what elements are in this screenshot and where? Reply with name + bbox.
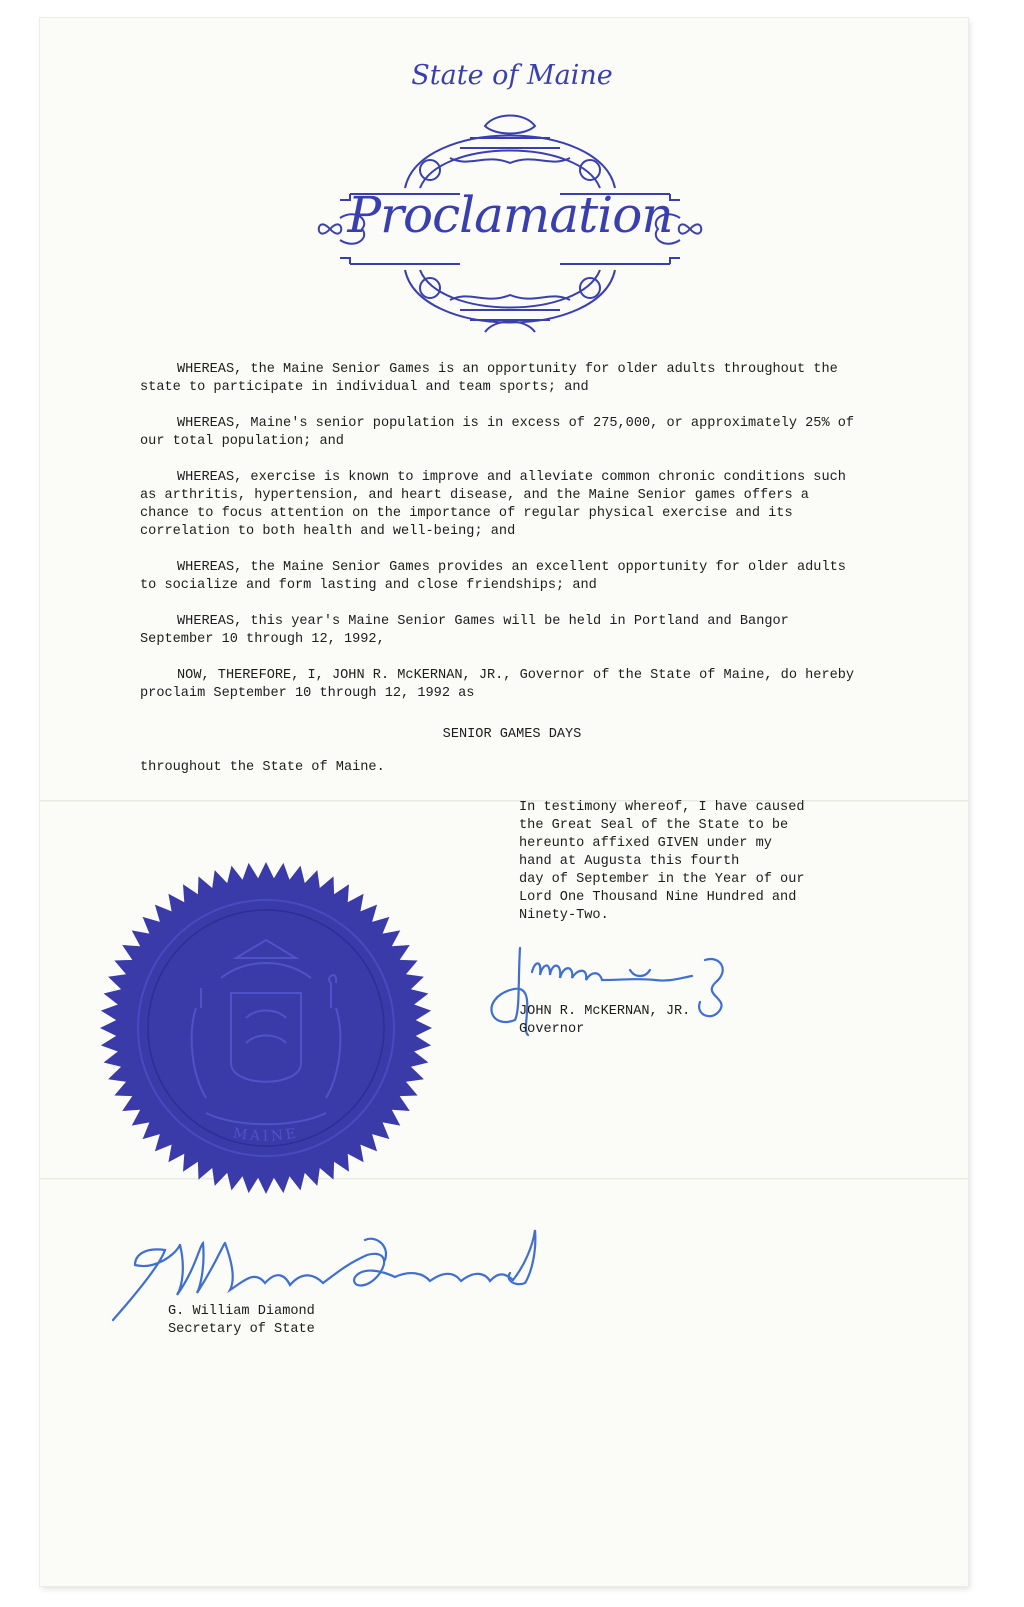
therefore-paragraph: NOW, THEREFORE, I, JOHN R. McKERNAN, JR., Governor of the State of Maine, do hereby proclaim September 10 through 12, 1992 as <box>140 668 855 701</box>
whereas-paragraph: WHEREAS, Maine's senior population is in excess of 275,000, or approximately 25% of our total population; and <box>140 416 855 449</box>
whereas-paragraph: WHEREAS, the Maine Senior Games provides an excellent opportunity for older adults to socialize and form lasting and close friendships; and <box>140 560 846 593</box>
secretary-name: G. William Diamond <box>168 1304 315 1319</box>
governor-block <box>519 1003 690 1039</box>
state-title: State of Maine <box>411 60 613 91</box>
whereas-paragraph: WHEREAS, this year's Maine Senior Games will be held in Portland and Bangor September 10 through 12, 1992, <box>140 614 789 647</box>
testimony-text: In testimony whereof, I have caused the Great Seal of the State to be hereunto affixed GIVEN under my hand at Augusta this fourth day of September in the Year of our Lord One Thousand Nine Hundred and Ninety-Two. <box>519 800 805 923</box>
closing-line: throughout the State of Maine. <box>140 760 385 775</box>
proclamation-body <box>140 361 860 721</box>
secretary-block <box>168 1303 315 1339</box>
secretary-title: Secretary of State <box>168 1322 315 1337</box>
whereas-paragraph: WHEREAS, the Maine Senior Games is an opportunity for older adults throughout the state to participate in individual and team sports; and <box>140 362 838 395</box>
proclaimed-name: SENIOR GAMES DAYS <box>442 727 582 742</box>
state-seal-icon <box>96 858 436 1198</box>
whereas-paragraph: WHEREAS, exercise is known to improve and alleviate common chronic conditions such as arthritis, hypertension, and heart disease, and the Maine Senior games offers a chance to focus attention on the importance of regular physical exercise and its correlation to both health and well-being; and <box>140 470 846 539</box>
governor-title: Governor <box>519 1022 585 1037</box>
governor-name: JOHN R. McKERNAN, JR. <box>519 1004 691 1019</box>
seal-inscription: MAINE <box>231 1125 301 1145</box>
document-title: Proclamation <box>347 186 673 244</box>
